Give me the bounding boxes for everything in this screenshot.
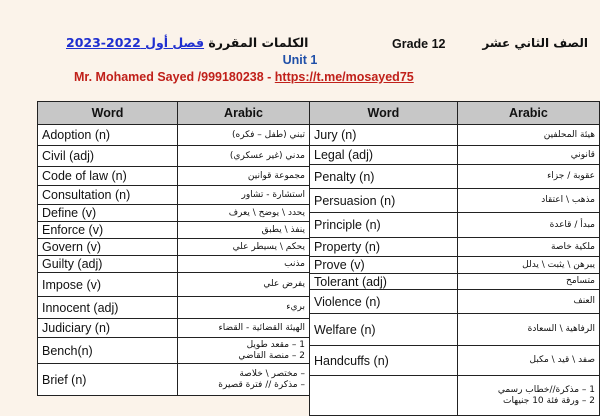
word-cell: Govern (v)	[38, 239, 178, 256]
word-cell: Consultation (n)	[38, 186, 178, 205]
arabic-cell: بريء	[178, 297, 310, 319]
word-cell: Penalty (n)	[310, 165, 458, 189]
word-cell: Brief (n)	[38, 364, 178, 396]
table-row	[310, 238, 600, 257]
word-cell: Code of law (n)	[38, 167, 178, 186]
arabic-cell: يبرهن \ يثبت \ يدلل	[457, 257, 599, 274]
table-row	[38, 256, 310, 273]
table-row	[38, 205, 310, 222]
arabic-cell: تبني (طفل – فكره)	[178, 125, 310, 146]
word-cell: Guilty (adj)	[38, 256, 178, 273]
table-row	[310, 314, 600, 346]
grade-arabic: الصف الثاني عشر	[482, 36, 588, 50]
arabic-cell: مدني (غير عسكري)	[178, 146, 310, 167]
table-row	[38, 239, 310, 256]
table-row	[38, 297, 310, 319]
table-row	[38, 364, 310, 396]
table-row	[310, 274, 600, 290]
teacher-line	[74, 70, 414, 84]
title-term: فصل أول 2022-2023	[66, 35, 205, 50]
arabic-cell: ملكية خاصة	[457, 238, 599, 257]
page-title	[66, 35, 308, 50]
arabic-cell: 1 – مذكرة//خطاب رسمي 2 – ورقة فئة 10 جنيهات	[457, 376, 599, 416]
table-row	[310, 376, 600, 416]
arabic-cell: يحدد \ يوضح \ يعرف	[178, 205, 310, 222]
table-row	[310, 146, 600, 165]
arabic-cell: يحكم \ يسيطر علي	[178, 239, 310, 256]
word-cell: Civil (adj)	[38, 146, 178, 167]
word-cell: Define (v)	[38, 205, 178, 222]
word-cell: Impose (v)	[38, 273, 178, 297]
word-cell: Bench(n)	[38, 338, 178, 364]
word-cell: Innocent (adj)	[38, 297, 178, 319]
word-cell: Property (n)	[310, 238, 458, 257]
vocab-table-right	[309, 101, 600, 416]
arabic-cell: مجموعة قوانين	[178, 167, 310, 186]
unit-heading: Unit 1	[282, 53, 318, 67]
table-row	[38, 167, 310, 186]
word-cell: Judiciary (n)	[38, 319, 178, 338]
arabic-cell: صفد \ قيد \ مكبل	[457, 346, 599, 376]
table-row	[38, 319, 310, 338]
arabic-cell: الرفاهية \ السعادة	[457, 314, 599, 346]
telegram-link[interactable]: https://t.me/mosayed75	[274, 70, 414, 84]
table-row	[310, 189, 600, 213]
table-row	[310, 125, 600, 146]
word-cell: Persuasion (n)	[310, 189, 458, 213]
word-cell	[310, 376, 458, 416]
title-prefix: الكلمات المقررة	[204, 35, 309, 50]
word-cell: Handcuffs (n)	[310, 346, 458, 376]
document-header	[0, 0, 600, 95]
word-cell: Welfare (n)	[310, 314, 458, 346]
word-cell: Legal (adj)	[310, 146, 458, 165]
vocab-table-left	[37, 101, 310, 396]
arabic-cell: العنف	[457, 290, 599, 314]
arabic-cell: هيئة المحلفين	[457, 125, 599, 146]
word-cell: Enforce (v)	[38, 222, 178, 239]
table-row	[38, 186, 310, 205]
grade-english: Grade 12	[392, 37, 446, 51]
word-column-header: Word	[38, 102, 178, 125]
arabic-column-header: Arabic	[457, 102, 599, 125]
table-row	[310, 290, 600, 314]
word-cell: Adoption (n)	[38, 125, 178, 146]
arabic-cell: – مختصر \ خلاصة – مذكرة // فترة قصيرة	[178, 364, 310, 396]
table-row	[310, 165, 600, 189]
table-row	[38, 146, 310, 167]
word-cell: Violence (n)	[310, 290, 458, 314]
teacher-name: Mr. Mohamed Sayed /999180238 -	[74, 70, 275, 84]
arabic-cell: عقوبة / جزاء	[457, 165, 599, 189]
table-row	[310, 346, 600, 376]
table-row	[38, 338, 310, 364]
arabic-cell: استشارة - تشاور	[178, 186, 310, 205]
table-row	[38, 222, 310, 239]
word-cell: Jury (n)	[310, 125, 458, 146]
table-row	[38, 273, 310, 297]
arabic-cell: متسامح	[457, 274, 599, 290]
arabic-cell: الهيئة القضائية - القضاء	[178, 319, 310, 338]
arabic-cell: 1 – مقعد طويل 2 – منصة القاضي	[178, 338, 310, 364]
table-row	[310, 257, 600, 274]
word-cell: Tolerant (adj)	[310, 274, 458, 290]
word-column-header: Word	[310, 102, 458, 125]
arabic-cell: ينفذ \ يطبق	[178, 222, 310, 239]
word-cell: Prove (v)	[310, 257, 458, 274]
table-row	[38, 125, 310, 146]
arabic-cell: مذنب	[178, 256, 310, 273]
arabic-column-header: Arabic	[178, 102, 310, 125]
arabic-cell: مذهب \ اعتقاد	[457, 189, 599, 213]
table-row	[310, 213, 600, 238]
arabic-cell: يفرض علي	[178, 273, 310, 297]
word-cell: Principle (n)	[310, 213, 458, 238]
arabic-cell: قانوني	[457, 146, 599, 165]
arabic-cell: مبدأ / قاعدة	[457, 213, 599, 238]
